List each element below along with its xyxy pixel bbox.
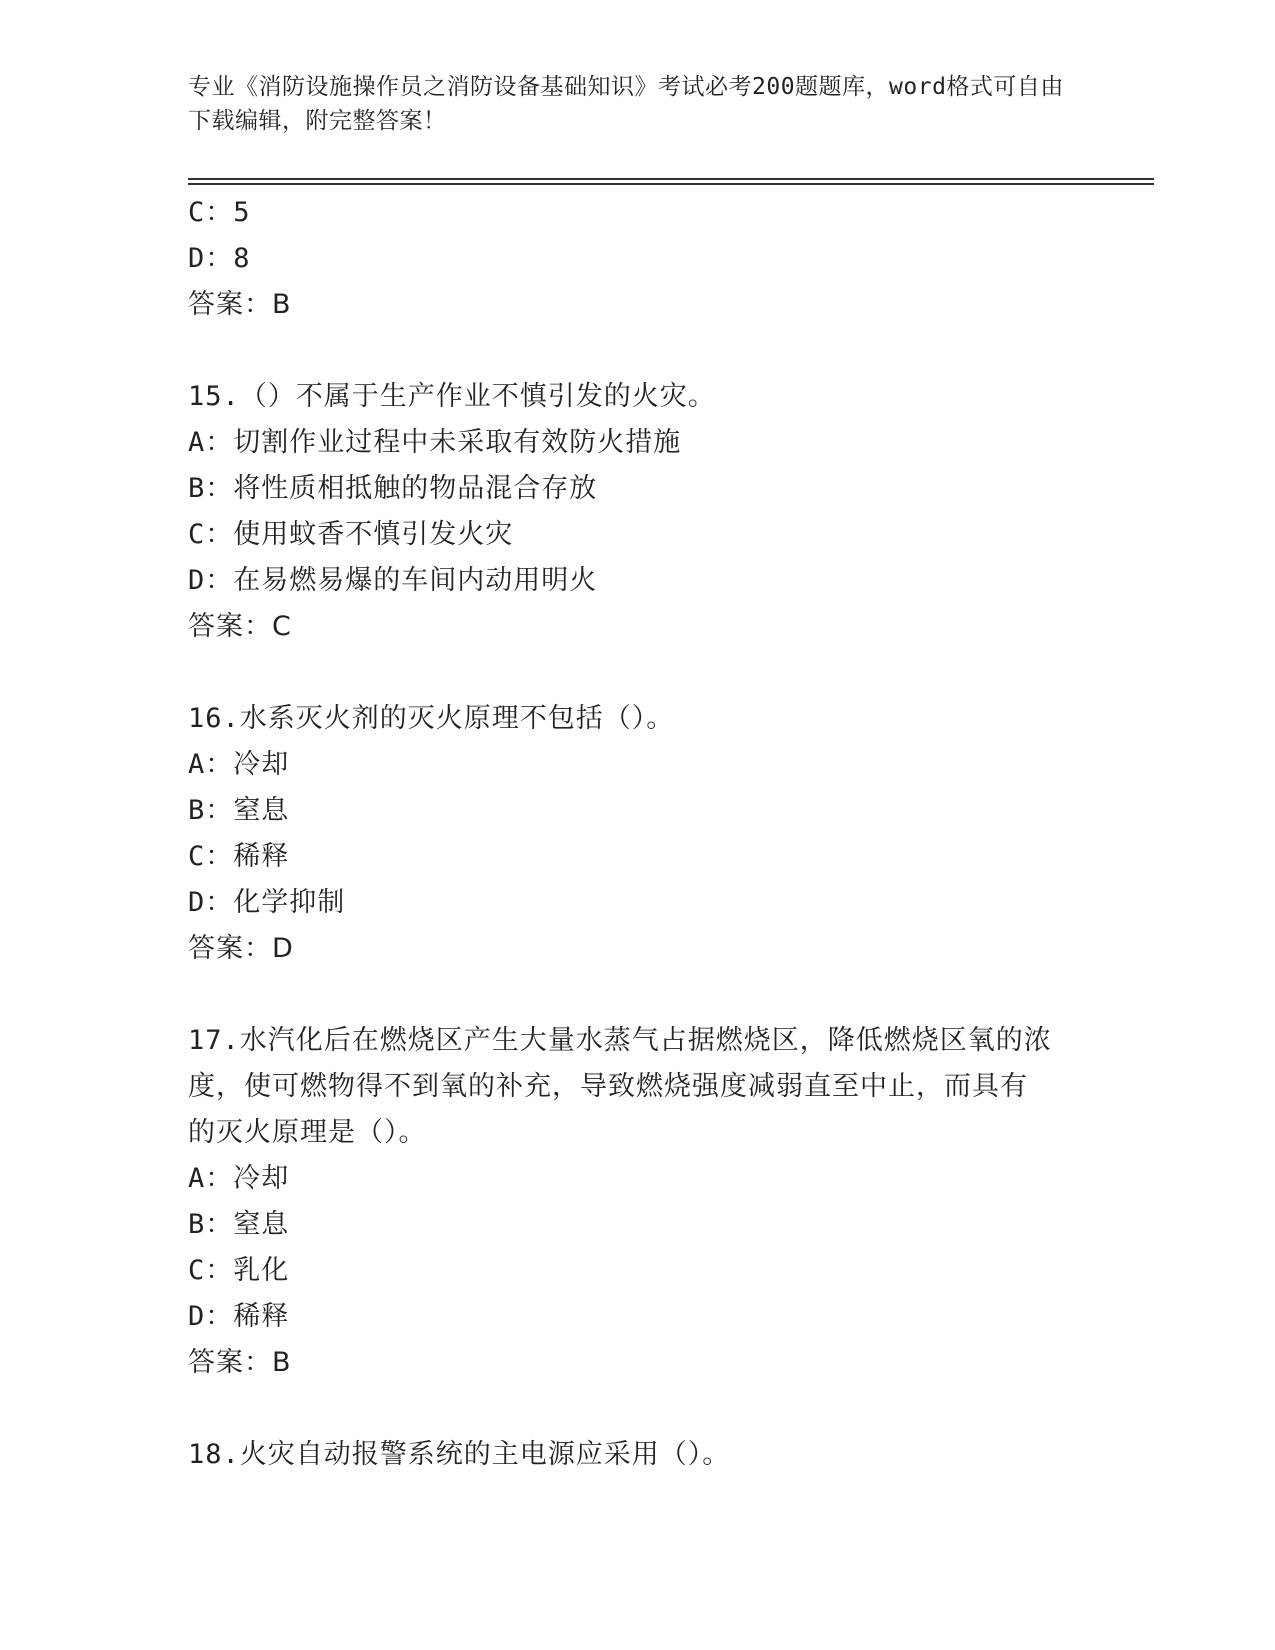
- document-header-title: 专业《消防设施操作员之消防设备基础知识》考试必考200题题库，word格式可自由下载编辑，附完整答案！: [188, 74, 1064, 134]
- answer-label: 答案：D: [188, 933, 294, 964]
- option-d: D：8: [188, 243, 251, 274]
- option-c: C：5: [188, 197, 251, 228]
- question-block-18: [188, 1432, 1088, 1478]
- question-stem: 16.水系灭火剂的灭火原理不包括（）。: [188, 703, 675, 734]
- option-d: D：在易燃易爆的车间内动用明火: [188, 565, 598, 596]
- question-list: [188, 190, 1088, 1478]
- option-a: A：冷却: [188, 1163, 290, 1194]
- option-a: A：切割作业过程中未采取有效防火措施: [188, 427, 682, 458]
- question-block-17: [188, 1018, 1088, 1386]
- question-block-16: [188, 696, 1088, 972]
- question-block-15: [188, 374, 1088, 650]
- option-b: B：将性质相抵触的物品混合存放: [188, 473, 598, 504]
- header-divider-bottom: [188, 183, 1154, 185]
- question-stem: 18.火灾自动报警系统的主电源应采用（）。: [188, 1439, 731, 1470]
- option-c: C：稀释: [188, 841, 290, 872]
- question-block-prev: [188, 190, 1088, 328]
- question-stem: 15.（）不属于生产作业不慎引发的火灾。: [188, 381, 716, 412]
- option-d: D：稀释: [188, 1301, 290, 1332]
- option-a: A：冷却: [188, 749, 290, 780]
- answer-label: 答案：C: [188, 611, 292, 642]
- header-divider-top: [188, 178, 1154, 180]
- option-c: C：使用蚊香不慎引发火灾: [188, 519, 514, 550]
- question-stem-line-1: 17.水汽化后在燃烧区产生大量水蒸气占据燃烧区，降低燃烧区氧的浓: [188, 1025, 1052, 1056]
- option-b: B：窒息: [188, 795, 290, 826]
- answer-label: 答案：B: [188, 1347, 292, 1378]
- question-stem-line-2: 度，使可燃物得不到氧的补充，导致燃烧强度减弱直至中止，而具有: [188, 1071, 1028, 1102]
- option-c: C：乳化: [188, 1255, 290, 1286]
- question-stem-line-3: 的灭火原理是（）。: [188, 1117, 427, 1148]
- option-d: D：化学抑制: [188, 887, 346, 918]
- option-b: B：窒息: [188, 1209, 290, 1240]
- answer-label: 答案：B: [188, 289, 292, 320]
